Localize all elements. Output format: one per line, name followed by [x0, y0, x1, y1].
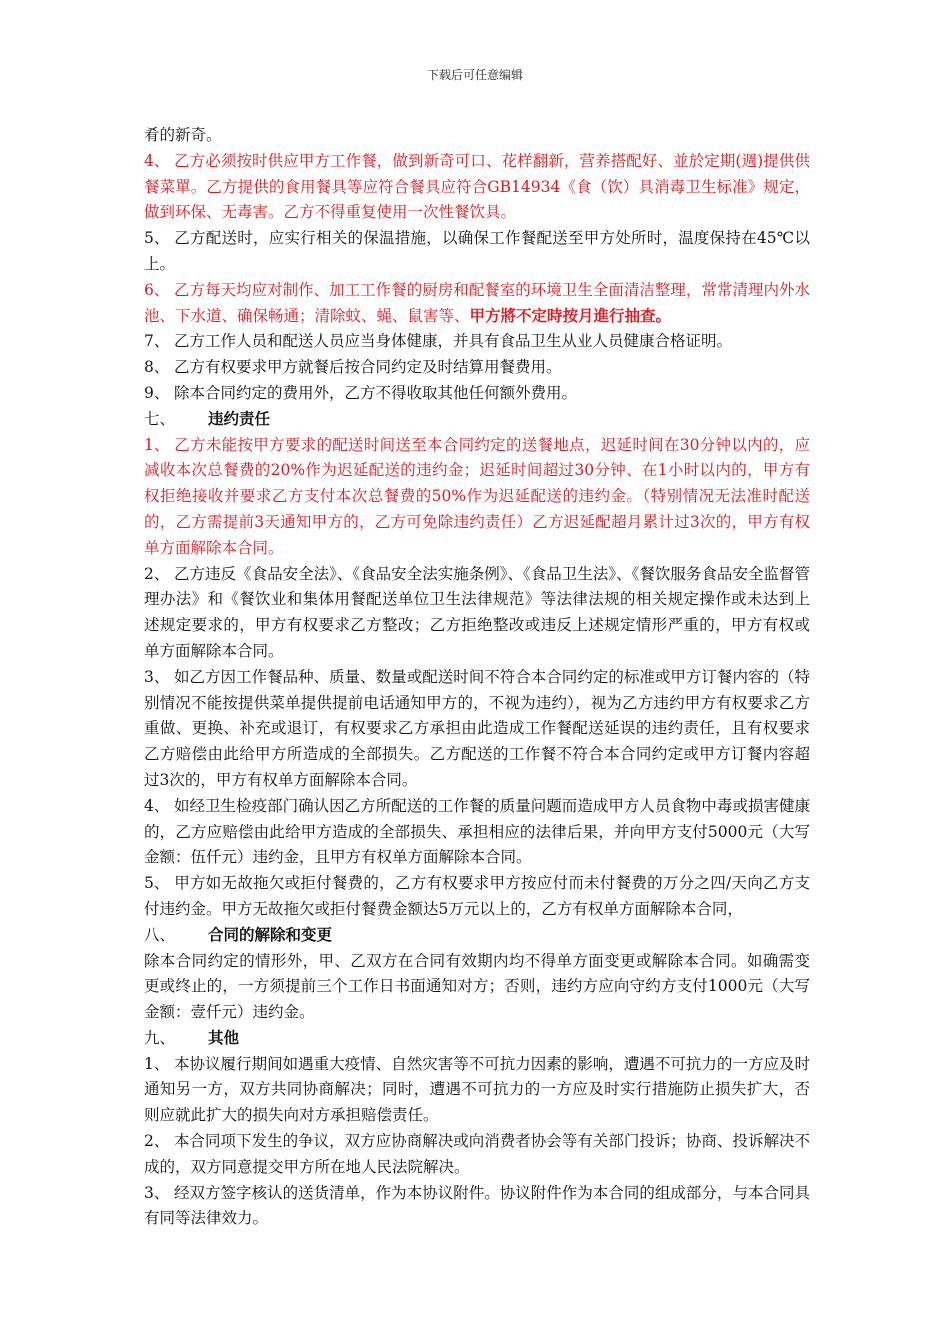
list-item: 3、 经双方签字核认的送货清单，作为本协议附件。协议附件作为本合同的组成部分，与本合同具有同等法律效力。: [144, 1183, 810, 1228]
list-item: 3、 如乙方因工作餐品种、质量、数量或配送时间不符合本合同约定的标准或甲方订餐内容的（特别情况不能按提供菜单提供提前电话通知甲方的，不视为违约），视为乙方违约甲方有权要求乙方重做、更换、补充或退订，有权要求乙方承担由此造成工作餐配送延误的违约责任，且有权要求乙方赔偿由此给甲方所造成的全部损失。乙方配送的工作餐不符合本合同约定或甲方订餐内容超过3次的，甲方有权单方面解除本合同。: [144, 667, 810, 789]
list-item: 2、 本合同项下发生的争议，双方应协商解决或向消费者协会等有关部门投诉；协商、投诉解决不成的，双方同意提交甲方所在地人民法院解决。: [144, 1132, 810, 1176]
list-item: 6、 乙方每天均应对制作、加工工作餐的厨房和配餐室的环境卫生全面清洁整理，常常清理内外水池、下水道、确保畅通；清除蚊、蝇、鼠害等、甲方將不定時按月進行抽查。: [144, 280, 810, 325]
list-item: 1、 本协议履行期间如遇重大疫情、自然灾害等不可抗力因素的影响，遭遇不可抗力的一方应及时通知另一方，双方共同协商解决；同时，遭遇不可抗力的一方应及时实行措施防止损失扩大，否则应就此扩大的损失向对方承担赔偿责任。: [144, 1054, 810, 1125]
list-item: 4、 乙方必须按时供应甲方工作餐，做到新奇可口、花样翻新，营养搭配好、並於定期(週)提供供餐菜單。乙方提供的食用餐具等应符合餐具应符合GB14934《食（饮）具消毒卫生标准》规定，做到环保、无毒害。乙方不得重复使用一次性餐饮具。: [144, 151, 810, 222]
list-item: 4、 如经卫生检疫部门确认因乙方所配送的工作餐的质量问题而造成甲方人员食物中毒或损害健康的，乙方应赔偿由此给甲方造成的全部损失、承担相应的法律后果，并向甲方支付5000元（大写金额：伍仟元）违约金，且甲方有权单方面解除本合同。: [144, 796, 810, 867]
section-heading: 七、 违约责任: [144, 409, 271, 428]
list-item: 5、 甲方如无故拖欠或拒付餐费的，乙方有权要求甲方按应付而未付餐费的万分之四/天向乙方支付违约金。甲方无故拖欠或拒付餐费金额达5万元以上的，乙方有权单方面解除本合同，: [144, 874, 810, 918]
list-item: 9、 除本合同约定的费用外，乙方不得收取其他任何额外费用。: [144, 383, 578, 402]
list-item: 5、 乙方配送时，应实行相关的保温措施，以确保工作餐配送至甲方处所时，温度保持在45℃以上。: [144, 229, 810, 273]
list-item: 8、 乙方有权要求甲方就餐后按合同约定及时结算用餐费用。: [144, 358, 562, 377]
list-item: 7、 乙方工作人员和配送人员应当身体健康，并具有食品卫生从业人员健康合格证明。: [144, 332, 733, 351]
section-heading: 八、 合同的解除和变更: [144, 925, 333, 944]
page-header: 下载后可任意编辑: [426, 68, 523, 82]
section-heading: 九、 其他: [144, 1028, 240, 1047]
paragraph-continuation: 肴的新奇。: [144, 126, 222, 144]
list-item: 1、 乙方未能按甲方要求的配送时间送至本合同约定的送餐地点，迟延时间在30分钟以内的，应减收本次总餐费的20%作为迟延配送的违约金；迟延时间超过30分钟、在1小时以内的，甲方有权拒绝接收并要求乙方支付本次总餐费的50%作为迟延配送的违约金。（特别情况无法准时配送的，乙方需提前3天通知甲方的，乙方可免除违约责任）乙方迟延配超月累计过3次的，甲方有权单方面解除本合同。: [144, 435, 810, 557]
document-body: [144, 123, 810, 1232]
section-paragraph: 除本合同约定的情形外，甲、乙双方在合同有效期内均不得单方面变更或解除本合同。如确需变更或终止的，一方须提前三个工作日书面通知对方；否则，违约方应向守约方支付1000元（大写金额：壹仟元）违约金。: [144, 951, 810, 1022]
list-item: 2、 乙方违反《食品安全法》、《食品安全法实施条例》、《食品卫生法》、《餐饮服务食品安全监督管理办法》和《餐饮业和集体用餐配送单位卫生法律规范》等法律法规的相关规定操作或未达到上述规定要求的，甲方有权要求乙方整改；乙方拒绝整改或违反上述规定情形严重的，甲方有权或单方面解除本合同。: [144, 564, 810, 660]
